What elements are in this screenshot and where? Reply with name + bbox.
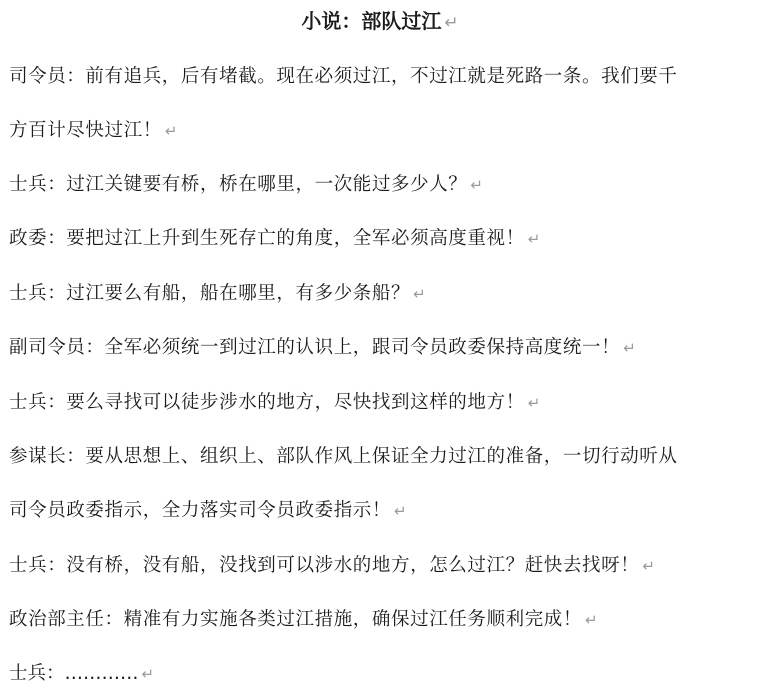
line-text: 方百计尽快过江！	[9, 120, 162, 141]
paragraph-mark-icon: ↵	[164, 122, 178, 140]
line-text: 司令员：前有追兵，后有堵截。现在必须过江，不过江就是死路一条。我们要千	[9, 66, 678, 87]
text-line	[9, 606, 598, 634]
paragraph-mark-icon: ↵	[394, 502, 407, 520]
line-text: 士兵：…………	[9, 663, 139, 684]
paragraph-mark-icon: ↵	[642, 557, 655, 575]
document-title	[0, 6, 760, 38]
paragraph-mark-icon: ↵	[470, 176, 483, 194]
line-text: 政治部主任：精准有力实施各类过江措施，确保过江任务顺利完成！	[9, 609, 583, 630]
line-text: 士兵：要么寻找可以徒步涉水的地方，尽快找到这样的地方！	[9, 392, 525, 413]
text-line	[9, 389, 540, 417]
paragraph-mark-icon: ↵	[585, 611, 598, 629]
text-line	[9, 552, 655, 580]
paragraph-mark-icon: ↵	[413, 285, 426, 303]
text-line	[9, 660, 154, 688]
text-line	[9, 280, 426, 308]
line-text: 司令员政委指示，全力落实司令员政委指示！	[9, 500, 392, 521]
text-line	[9, 225, 540, 253]
line-text: 士兵：过江要么有船，船在哪里，有多少条船？	[9, 283, 411, 304]
line-text: 政委：要把过江上升到生死存亡的角度，全军必须高度重视！	[9, 228, 525, 249]
text-line	[9, 171, 483, 199]
line-text: 副司令员：全军必须统一到过江的认识上，跟司令员政委保持高度统一！	[9, 337, 621, 358]
paragraph-mark-icon: ↵	[444, 13, 459, 33]
text-line	[9, 63, 678, 91]
text-line	[9, 117, 177, 145]
paragraph-mark-icon: ↵	[623, 339, 636, 357]
line-text: 士兵：过江关键要有桥，桥在哪里，一次能过多少人？	[9, 174, 468, 195]
title-text: 小说：部队过江	[301, 9, 442, 33]
text-line	[9, 497, 407, 525]
paragraph-mark-icon: ↵	[141, 665, 155, 683]
text-line	[9, 334, 636, 362]
line-text: 士兵：没有桥，没有船，没找到可以涉水的地方，怎么过江？赶快去找呀！	[9, 555, 640, 576]
paragraph-mark-icon: ↵	[527, 230, 541, 248]
paragraph-mark-icon: ↵	[527, 394, 541, 412]
text-line	[9, 443, 678, 471]
line-text: 参谋长：要从思想上、组织上、部队作风上保证全力过江的准备，一切行动听从	[9, 446, 678, 467]
